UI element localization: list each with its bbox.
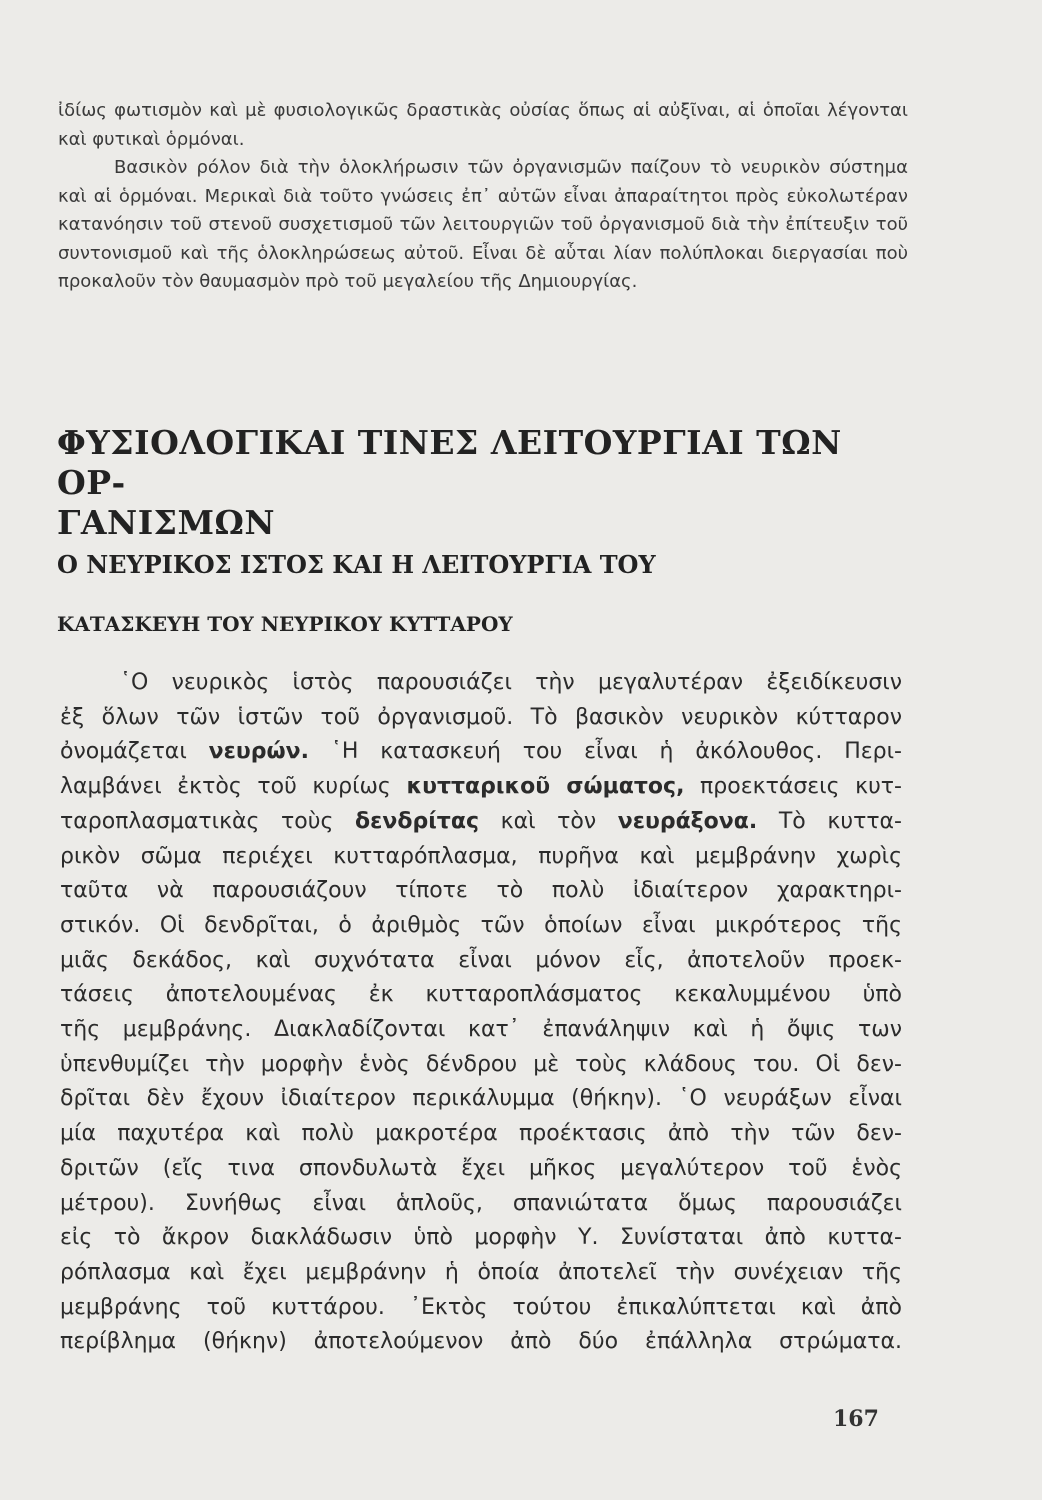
body-text — [60, 666, 902, 1360]
body-text-run: Τὸ κυττα- — [757, 808, 902, 834]
body-line: τάσεις ἀποτελουμένας ἐκ κυτταροπλάσματος κεκαλυμμένου ὑπὸ — [60, 982, 902, 1008]
body-line: ρικὸν σῶμα περιέχει κυτταρόπλασμα, πυρῆνα καὶ μεμβράνην χωρὶς — [60, 843, 902, 869]
body-line: μία παχυτέρα καὶ πολὺ μακροτέρα προέκτασις ἀπὸ τὴν τῶν δεν- — [60, 1121, 902, 1147]
body-text-run: ὀνομάζεται — [60, 739, 209, 765]
body-line: περίβλημα (θήκην) ἀποτελούμενον ἀπὸ δύο ἐπάλληλα στρώματα. — [60, 1329, 902, 1355]
body-line: μεμβράνης τοῦ κυττάρου. ᾿Εκτὸς τούτου ἐπικαλύπτεται καὶ ἀπὸ — [60, 1294, 902, 1320]
body-text-run: λαμβάνει ἐκτὸς τοῦ κυρίως — [60, 774, 407, 800]
body-text-run: καὶ τὸν — [479, 808, 618, 834]
body-line — [60, 735, 902, 770]
chapter-title-line-1: ΦΥΣΙΟΛΟΓΙΚΑΙ ΤΙΝΕΣ ΛΕΙΤΟΥΡΓΙΑΙ ΤΩΝ ΟΡ- — [57, 423, 842, 502]
body-line — [60, 770, 902, 805]
body-line — [60, 805, 902, 840]
term-neuron: νευρών. — [208, 739, 309, 765]
body-line: ῾Ο νευρικὸς ἱστὸς παρουσιάζει τὴν μεγαλυτέραν ἐξειδίκευσιν — [120, 670, 902, 695]
body-line: ὑπενθυμίζει τὴν μορφὴν ἑνὸς δένδρου μὲ τοὺς κλάδους του. Οἱ δεν- — [60, 1051, 902, 1077]
page-number: 167 — [833, 1406, 879, 1432]
term-dendrites: δενδρίτας — [355, 808, 479, 834]
intro-paragraph-1: ἰδίως φωτισμὸν καὶ μὲ φυσιολογικῶς δραστικὰς οὐσίας ὅπως αἱ αὐξῖναι, αἱ ὁποῖαι λέγονται καὶ φυτικαὶ ὁρμόναι. — [58, 100, 908, 150]
intro-paragraph-2: Βασικὸν ρόλον διὰ τὴν ὁλοκλήρωσιν τῶν ὀργανισμῶν παίζουν τὸ νευρικὸν σύστημα καὶ αἱ ὁρμόναι. Μερικαὶ διὰ τοῦτο γνώσεις ἐπ᾽ αὐτῶν εἶναι ἀπαραίτητοι πρὸς εὐκολωτέραν κατανόησιν τοῦ στενοῦ συσχετισμοῦ τῶν λειτουργιῶν τοῦ ὀργανισμοῦ διὰ τὴν ἐπίτευξιν τοῦ συντονισμοῦ καὶ τῆς ὁλοκληρώσεως αὐτοῦ. Εἶναι δὲ αὗται λίαν πολύπλοκαι διεργασίαι ποὺ προκαλοῦν τὸν θαυμασμὸν πρὸ τοῦ μεγαλείου τῆς Δημιουργίας. — [58, 157, 908, 292]
term-axon: νευράξονα. — [617, 808, 758, 834]
intro-text — [58, 97, 908, 297]
body-line: μιᾶς δεκάδος, καὶ συχνότατα εἶναι μόνον εἷς, ἀποτελοῦν προεκ- — [60, 947, 902, 973]
body-text-run: ταροπλασματικὰς τοὺς — [60, 808, 356, 834]
section-title: Ο ΝΕΥΡΙΚΟΣ ΙΣΤΟΣ ΚΑΙ Η ΛΕΙΤΟΥΡΓΙΑ ΤΟΥ — [57, 550, 656, 579]
body-line: ρόπλασμα καὶ ἔχει μεμβράνην ἡ ὁποία ἀποτελεῖ τὴν συνέχειαν τῆς — [60, 1259, 902, 1285]
term-cell-body: κυτταρικοῦ σώματος, — [406, 774, 685, 800]
chapter-title — [57, 423, 897, 543]
body-line: στικόν. Οἱ δενδρῖται, ὁ ἀριθμὸς τῶν ὁποίων εἶναι μικρότερος τῆς — [60, 912, 902, 938]
body-line: μέτρου). Συνήθως εἶναι ἁπλοῦς, σπανιώτατα ὅμως παρουσιάζει — [60, 1190, 902, 1216]
body-text-run: προεκτάσεις κυτ- — [684, 774, 902, 800]
chapter-title-line-2: ΓΑΝΙΣΜΩΝ — [57, 503, 276, 542]
body-line: τῆς μεμβράνης. Διακλαδίζονται κατ᾽ ἐπανάληψιν καὶ ἡ ὄψις των — [60, 1017, 902, 1043]
body-line: εἰς τὸ ἄκρον διακλάδωσιν ὑπὸ μορφὴν Υ. Συνίσταται ἀπὸ κυττα- — [60, 1225, 902, 1251]
body-line: ταῦτα νὰ παρουσιάζουν τίποτε τὸ πολὺ ἰδιαίτερον χαρακτηρι- — [60, 878, 902, 904]
subsection-title: ΚΑΤΑΣΚΕΥΗ ΤΟΥ ΝΕΥΡΙΚΟΥ ΚΥΤΤΑΡΟΥ — [57, 612, 513, 636]
body-line: δρῖται δὲν ἔχουν ἰδιαίτερον περικάλυμμα (θήκην). ῾Ο νευράξων εἶναι — [60, 1086, 902, 1112]
body-text-run: ῾Η κατασκευή του εἶναι ἡ ἀκόλουθος. Περι- — [308, 739, 902, 765]
body-line: δριτῶν (εἴς τινα σπονδυλωτὰ ἔχει μῆκος μεγαλύτερον τοῦ ἑνὸς — [60, 1155, 902, 1181]
body-line: ἐξ ὅλων τῶν ἱστῶν τοῦ ὀργανισμοῦ. Τὸ βασικὸν νευρικὸν κύτταρον — [60, 704, 902, 730]
